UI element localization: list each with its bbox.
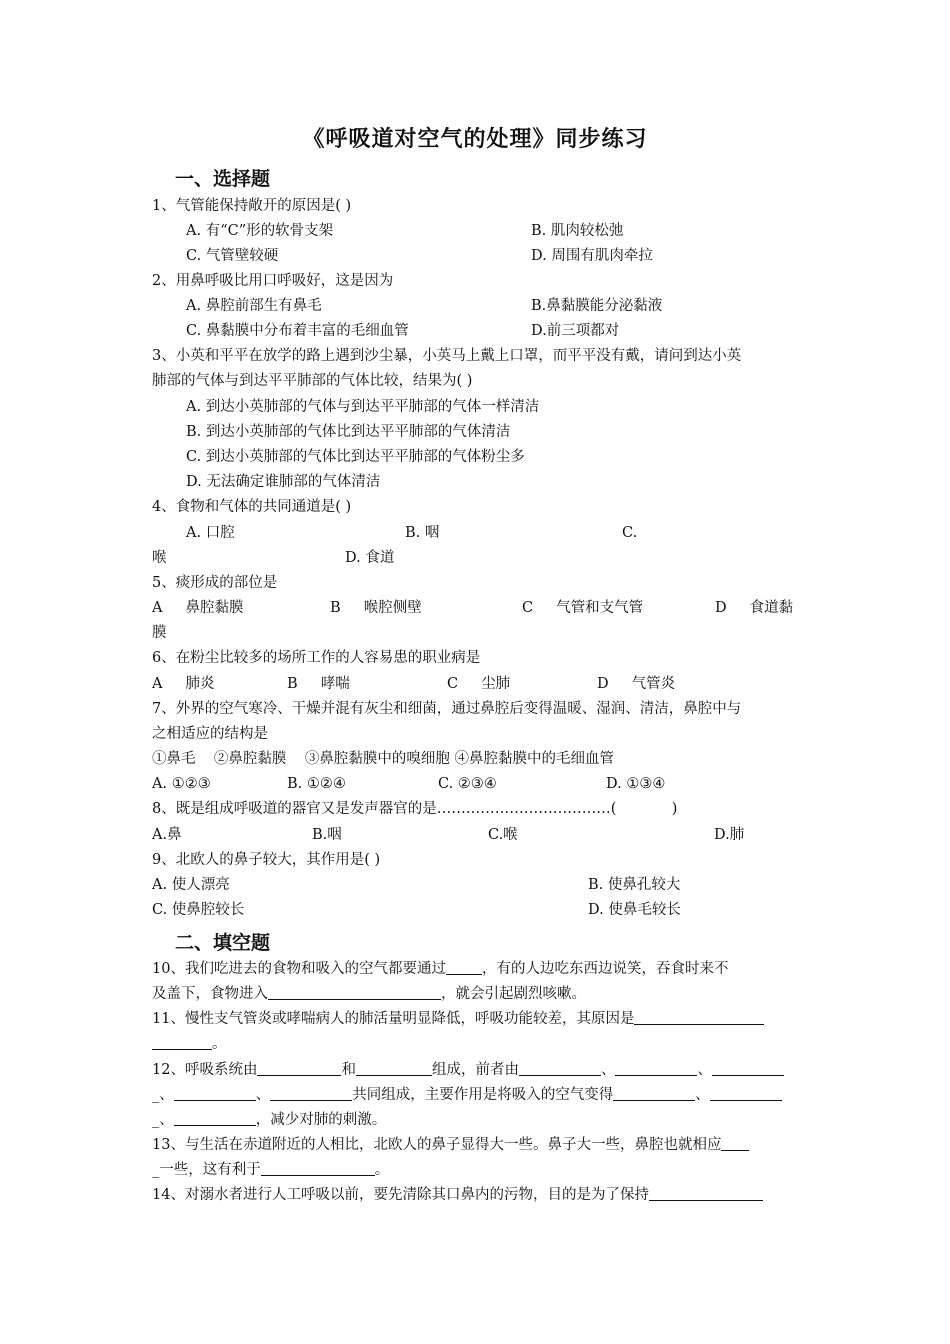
question-5-option-a: A 鼻腔黏膜 [152, 600, 244, 616]
question-9-option-a: A. 使人漂亮 [152, 877, 230, 893]
answer-blank[interactable] [356, 1060, 432, 1076]
question-2-option-c: C. 鼻黏膜中分布着丰富的毛细血管 [186, 323, 409, 339]
question-3-option-d: D. 无法确定谁肺部的气体清洁 [186, 474, 381, 490]
question-7-option-d: D. ①③④ [606, 776, 666, 792]
question-12-line3 [152, 1110, 386, 1130]
question-7-stem-line2: 之相适应的结构是 [152, 726, 268, 742]
question-10-text-1: 10、我们吃进去的食物和吸入的空气都要通过 [152, 961, 446, 977]
question-4-option-a: A. 口腔 [186, 525, 235, 541]
question-9-option-c: C. 使鼻腔较长 [152, 902, 245, 918]
question-11-line1 [152, 1009, 764, 1029]
question-12-text-11: ，减少对肺的刺激。 [255, 1112, 387, 1128]
question-8-option-c: C.喉 [488, 827, 518, 843]
question-13-line1 [152, 1135, 749, 1155]
question-7-stem-line1: 7、外界的空气寒冷、干燥并混有灰尘和细菌，通过鼻腔后变得温暖、湿润、清洁，鼻腔中与 [152, 701, 742, 717]
question-5-option-d-cont: 膜 [152, 625, 167, 641]
answer-blank[interactable] [634, 1009, 764, 1025]
question-1-option-d: D. 周围有肌肉牵拉 [531, 248, 653, 264]
question-1-option-a: A. 有“C”形的软骨支架 [186, 223, 334, 239]
answer-blank[interactable] [270, 1085, 352, 1101]
question-9-option-b: B. 使鼻孔较大 [588, 877, 681, 893]
question-11-text-2: 。 [212, 1036, 227, 1052]
question-1-stem: 1、气管能保持敞开的原因是( ) [152, 198, 352, 214]
question-2-stem: 2、用鼻呼吸比用口呼吸好，这是因为 [152, 273, 394, 289]
question-10-text-3: 及盖下，食物进入 [152, 986, 268, 1002]
answer-blank[interactable] [519, 1060, 601, 1076]
question-6-option-a: A 肺炎 [152, 676, 215, 692]
question-5-option-d: D 食道黏 [715, 600, 794, 616]
section-heading-fill: 二、填空题 [175, 932, 271, 954]
question-12-text-4: 、 [600, 1062, 616, 1078]
question-4-option-c-text: 喉 [152, 550, 167, 566]
question-12-text-1: 12、呼吸系统由 [152, 1062, 258, 1078]
question-1-option-b: B. 肌肉较松弛 [531, 223, 624, 239]
question-8-option-b: B.咽 [312, 827, 342, 843]
question-9-option-d: D. 使鼻毛较长 [588, 902, 681, 918]
answer-blank[interactable] [257, 1060, 341, 1076]
question-8-option-a: A.鼻 [152, 827, 182, 843]
question-12-text-3: 组成，前者由 [431, 1062, 519, 1078]
question-12-text-6: _、 [152, 1087, 174, 1103]
question-10-line1 [152, 959, 728, 979]
question-10-text-2: ，有的人边吃东西边说笑，吞食时来不 [481, 961, 729, 977]
question-11-line2 [152, 1034, 227, 1054]
question-11-text-1: 11、慢性支气管炎或哮喘病人的肺活量明显降低，呼吸功能较差，其原因是 [152, 1011, 635, 1027]
question-5-stem: 5、痰形成的部位是 [152, 575, 278, 591]
question-12-text-2: 和 [341, 1062, 356, 1078]
question-14-text-1: 14、对溺水者进行人工呼吸以前，要先清除其口鼻内的污物，目的是为了保持 [152, 1187, 649, 1203]
question-9-stem: 9、北欧人的鼻子较大，其作用是( ) [152, 852, 381, 868]
answer-blank[interactable] [174, 1110, 256, 1126]
question-13-text-1: 13、与生活在赤道附近的人相比，北欧人的鼻子显得大一些。鼻子大一些，鼻腔也就相应 [152, 1137, 722, 1153]
question-2-option-d: D.前三项都对 [531, 323, 620, 339]
answer-blank[interactable] [721, 1135, 749, 1151]
question-2-option-a: A. 鼻腔前部生有鼻毛 [186, 298, 322, 314]
question-6-option-d: D 气管炎 [597, 676, 676, 692]
question-12-line2 [152, 1085, 782, 1105]
question-10-text-4: ，就会引起剧烈咳嗽。 [441, 986, 586, 1002]
question-4-option-b: B. 咽 [405, 525, 440, 541]
question-8-option-d: D.肺 [714, 827, 745, 843]
answer-blank[interactable] [446, 959, 482, 975]
question-12-text-7: 、 [255, 1087, 271, 1103]
question-5-option-b: B 喉腔侧壁 [330, 600, 422, 616]
question-12-line1 [152, 1060, 784, 1080]
question-7-option-a: A. ①②③ [152, 776, 211, 792]
question-14-line1 [152, 1185, 763, 1205]
answer-blank[interactable] [615, 1060, 697, 1076]
answer-blank[interactable] [712, 1060, 784, 1076]
section-heading-choice: 一、选择题 [175, 168, 271, 190]
answer-blank[interactable] [174, 1085, 256, 1101]
question-3-option-b: B. 到达小英肺部的气体比到达平平肺部的气体清洁 [186, 424, 511, 440]
question-6-stem: 6、在粉尘比较多的场所工作的人容易患的职业病是 [152, 650, 481, 666]
question-4-option-d: D. 食道 [345, 550, 395, 566]
answer-blank[interactable] [152, 1034, 212, 1050]
question-10-line2 [152, 984, 586, 1004]
question-3-option-a: A. 到达小英肺部的气体与到达平平肺部的气体一样清洁 [186, 399, 540, 415]
question-12-text-8: 共同组成，主要作用是将吸入的空气变得 [352, 1087, 614, 1103]
answer-blank[interactable] [649, 1185, 763, 1201]
question-13-text-3: 。 [374, 1162, 390, 1178]
question-2-option-b: B.鼻黏膜能分泌黏液 [531, 298, 663, 314]
answer-blank[interactable] [268, 984, 441, 1000]
question-1-option-c: C. 气管壁较硬 [186, 248, 279, 264]
question-6-option-c: C 尘肺 [447, 676, 511, 692]
answer-blank[interactable] [710, 1085, 782, 1101]
answer-blank[interactable] [613, 1085, 695, 1101]
answer-blank[interactable] [261, 1160, 375, 1176]
question-3-stem-line1: 3、小英和平平在放学的路上遇到沙尘暴，小英马上戴上口罩，而平平没有戴，请问到达小英 [152, 348, 742, 364]
question-12-text-5: 、 [697, 1062, 712, 1078]
question-3-stem-line2: 肺部的气体与到达平平肺部的气体比较，结果为( ) [152, 373, 473, 389]
question-4-option-c-label: C. [622, 525, 638, 541]
question-4-stem: 4、食物和气体的共同通道是( ) [152, 499, 352, 515]
question-8-stem: 8、既是组成呼吸道的器官又是发声器官的是………………………………( ) [152, 801, 678, 817]
page-title: 《呼吸道对空气的处理》同步练习 [302, 127, 648, 152]
question-7-option-c: C. ②③④ [438, 776, 497, 792]
question-7-items: ①鼻毛 ②鼻腔黏膜 ③鼻腔黏膜中的嗅细胞 ④鼻腔黏膜中的毛细血管 [152, 751, 614, 767]
question-3-option-c: C. 到达小英肺部的气体比到达平平肺部的气体粉尘多 [186, 449, 525, 465]
question-12-text-10: _、 [152, 1112, 174, 1128]
question-13-line2 [152, 1160, 389, 1180]
question-12-text-9: 、 [695, 1087, 710, 1103]
question-6-option-b: B 哮喘 [287, 676, 350, 692]
question-5-option-c: C 气管和支气管 [522, 600, 644, 616]
question-7-option-b: B. ①②④ [287, 776, 346, 792]
question-13-text-2: _一些，这有利于 [152, 1162, 261, 1178]
